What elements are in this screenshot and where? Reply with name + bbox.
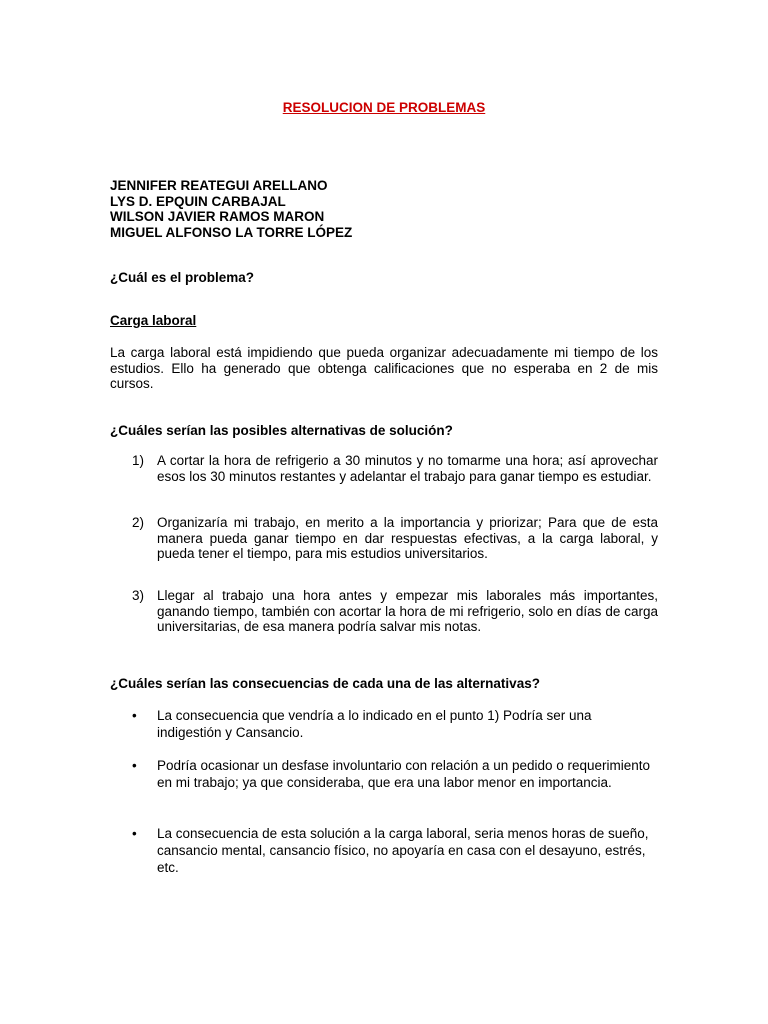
bullet-icon: •: [132, 826, 137, 841]
question-heading: ¿Cuáles serían las posibles alternativas de solución?: [110, 423, 453, 438]
author-name: LYS D. EPQUIN CARBAJAL: [110, 193, 286, 209]
list-number: 2): [132, 515, 145, 530]
bullet-icon: •: [132, 758, 137, 773]
alternative-item: [132, 453, 658, 484]
alternative-text: Organizaría mi trabajo, en merito a la importancia y priorizar; Para que de esta manera pueda ganar tiempo en dar respuestas efectivas, a la carga laboral, y pueda tener el tiempo, para mis estudios universitarios.: [157, 515, 658, 561]
consequence-item: [132, 757, 658, 791]
list-number: 1): [132, 453, 145, 468]
question-heading: ¿Cuáles serían las consecuencias de cada una de las alternativas?: [110, 676, 540, 691]
alternative-item: [132, 588, 658, 635]
question-heading: ¿Cuál es el problema?: [110, 270, 255, 285]
list-number: 3): [132, 588, 145, 603]
problem-heading: Carga laboral: [110, 313, 197, 328]
consequence-item: [132, 707, 658, 741]
author-list: [110, 178, 352, 240]
alternative-text: A cortar la hora de refrigerio a 30 minutos y no tomarme una hora; así aprovechar esos los 30 minutos restantes y adelantar el trabajo para ganar tiempo es estudiar.: [157, 453, 658, 484]
consequence-text: La consecuencia de esta solución a la carga laboral, seria menos horas de sueño, cansancio mental, cansancio físico, no apoyaría en casa con el desayuno, estrés, etc.: [157, 826, 649, 875]
author-name: MIGUEL ALFONSO LA TORRE LÓPEZ: [110, 224, 353, 240]
bullet-icon: •: [132, 708, 137, 723]
alternative-item: [132, 515, 658, 562]
consequence-item: [132, 825, 658, 876]
problem-paragraph: La carga laboral está impidiendo que pueda organizar adecuadamente mi tiempo de los estudios. Ello ha generado que obtenga calificaciones que no esperaba en 2 de mis cursos.: [110, 345, 658, 391]
consequence-text: La consecuencia que vendría a lo indicado en el punto 1) Podría ser una indigestión y Cansancio.: [157, 708, 592, 740]
consequence-text: Podría ocasionar un desfase involuntario con relación a un pedido o requerimiento en mi trabajo; ya que consideraba, que era una labor menor en importancia.: [157, 758, 651, 790]
author-name: JENNIFER REATEGUI ARELLANO: [110, 178, 328, 193]
alternative-text: Llegar al trabajo una hora antes y empezar mis laborales más importantes, ganando tiempo, también con acortar la hora de mi refrigerio, solo en días de carga universitarias, de esa manera podría salvar mis notas.: [157, 588, 658, 634]
document-title: RESOLUCION DE PROBLEMAS: [282, 100, 486, 115]
author-name: WILSON JAVIER RAMOS MARON: [110, 209, 325, 224]
